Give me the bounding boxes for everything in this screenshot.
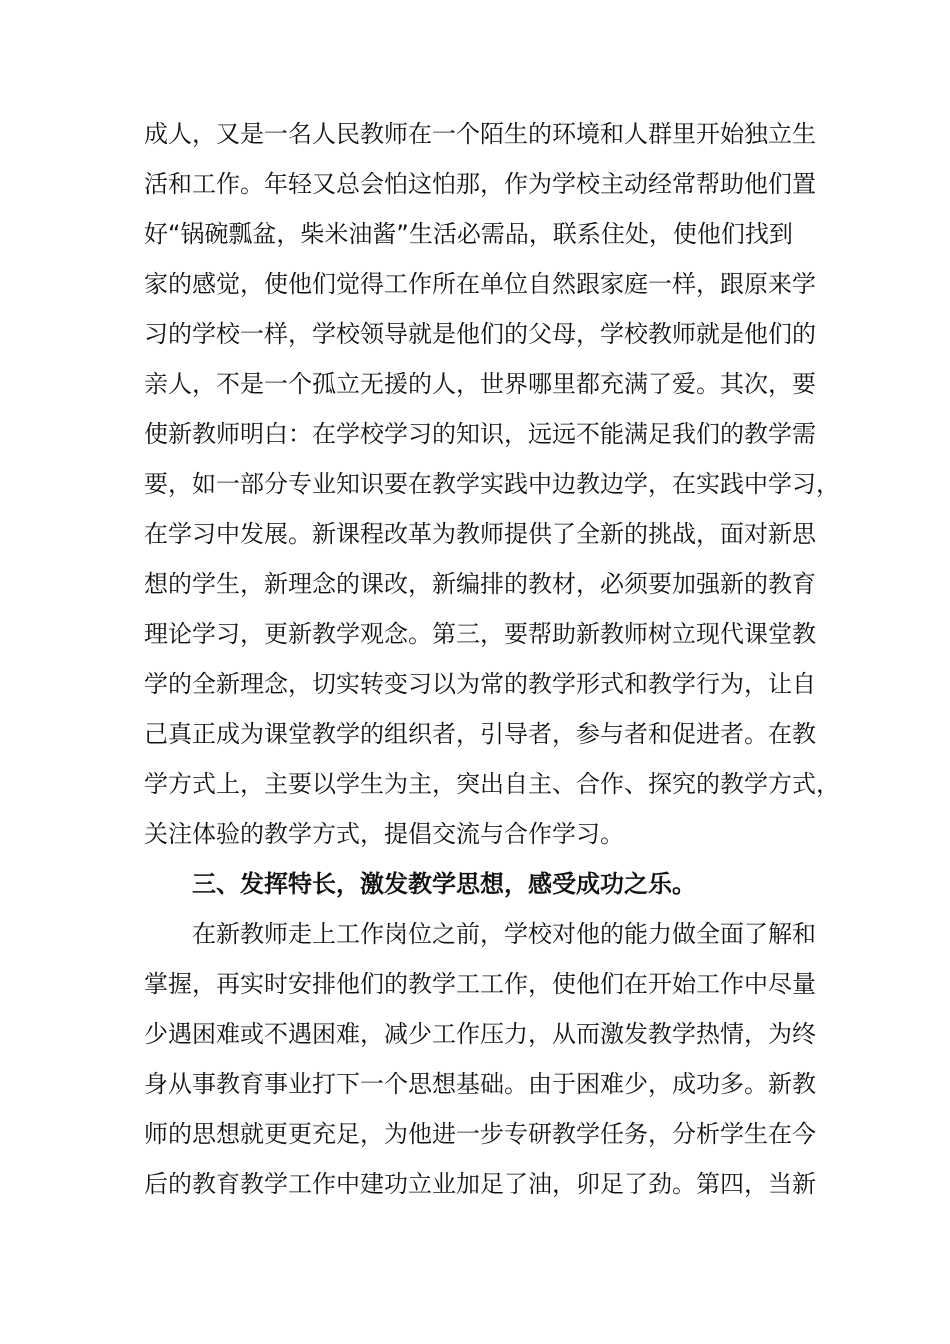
paragraph-line: 身从事教育事业打下一个思想基础。由于困难少，成功多。新教	[144, 1070, 816, 1098]
document-body	[144, 109, 840, 1209]
paragraph-line: 己真正成为课堂教学的组织者，引导者，参与者和促进者。在教	[144, 720, 816, 748]
paragraph-line: 少遇困难或不遇困难，减少工作压力，从而激发教学热情，为终	[144, 1020, 816, 1048]
paragraph-line: 想的学生，新理念的课改，新编排的教材，必须要加强新的教育	[144, 570, 816, 598]
paragraph-line: 习的学校一样，学校领导就是他们的父母，学校教师就是他们的	[144, 320, 816, 348]
paragraph-line: 学方式上，主要以学生为主，突出自主、合作、探究的教学方式，	[144, 770, 840, 798]
paragraph-first-line: 在新教师走上工作岗位之前，学校对他的能力做全面了解和	[192, 920, 816, 948]
paragraph-line: 使新教师明白：在学校学习的知识，远远不能满足我们的教学需	[144, 420, 816, 448]
section-heading: 三、发挥特长，激发教学思想，感受成功之乐。	[192, 870, 696, 898]
paragraph-line: 亲人，不是一个孤立无援的人，世界哪里都充满了爱。其次，要	[144, 370, 816, 398]
paragraph-line: 要，如一部分专业知识要在教学实践中边教边学，在实践中学习，	[144, 470, 840, 498]
paragraph-line: 理论学习，更新教学观念。第三，要帮助新教师树立现代课堂教	[144, 620, 816, 648]
paragraph-line: 掌握，再实时安排他们的教学工工作，使他们在开始工作中尽量	[144, 970, 816, 998]
paragraph-line: 关注体验的教学方式，提倡交流与合作学习。	[144, 820, 624, 848]
paragraph-line: 成人，又是一名人民教师在一个陌生的环境和人群里开始独立生	[144, 120, 816, 148]
paragraph-line: 后的教育教学工作中建功立业加足了油，卯足了劲。第四，当新	[144, 1170, 816, 1198]
paragraph-line: 学的全新理念，切实转变习以为常的教学形式和教学行为，让自	[144, 670, 816, 698]
paragraph-line: 好“锅碗瓢盆，柴米油酱”生活必需品，联系住处，使他们找到	[144, 220, 793, 248]
paragraph-line: 师的思想就更更充足，为他进一步专研教学任务，分析学生在今	[144, 1120, 816, 1148]
paragraph-line: 在学习中发展。新课程改革为教师提供了全新的挑战，面对新思	[144, 520, 816, 548]
paragraph-line: 家的感觉，使他们觉得工作所在单位自然跟家庭一样，跟原来学	[144, 270, 816, 298]
paragraph-line: 活和工作。年轻又总会怕这怕那，作为学校主动经常帮助他们置	[144, 170, 816, 198]
